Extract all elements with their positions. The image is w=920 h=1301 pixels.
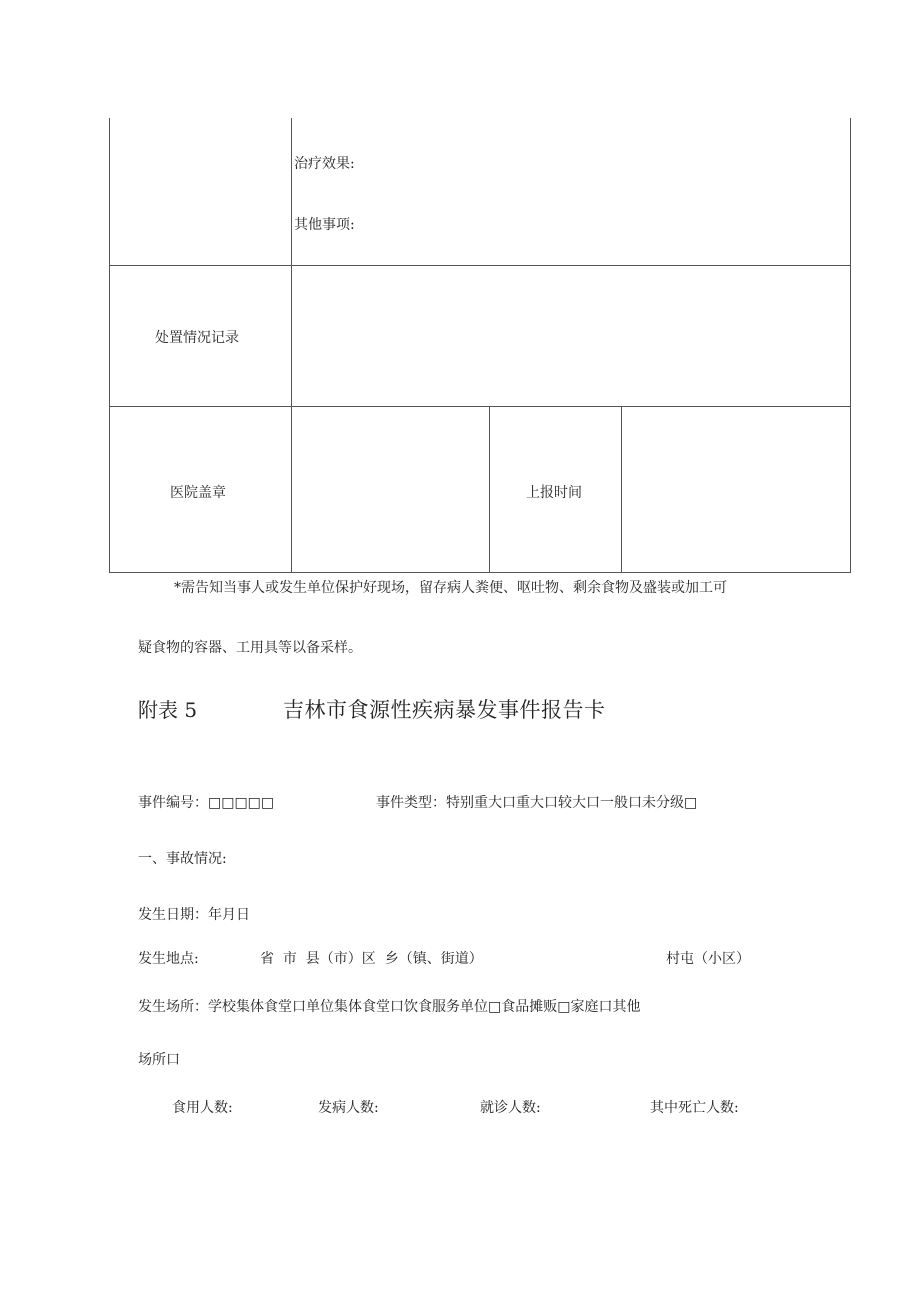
occurrence-place-levels: 省 市 县（市）区 乡（镇、街道） xyxy=(260,951,483,967)
sick-count-label: 发病人数: xyxy=(318,1100,379,1116)
event-number-field: 事件编号：□□□□□ xyxy=(138,795,275,811)
disposal-record-label: 处置情况记录 xyxy=(155,330,239,346)
occurrence-site-line-2: 场所口 xyxy=(138,1052,180,1068)
table-right-border xyxy=(850,118,851,573)
occurrence-site-line-1: 发生场所：学校集体食堂口单位集体食堂口饮食服务单位□食品摊贩□家庭口其他 xyxy=(138,999,641,1015)
table-divider-col3 xyxy=(621,406,622,573)
report-time-label: 上报时间 xyxy=(526,485,582,501)
event-type-field: 事件类型：特别重大口重大口较大口一般口未分级□ xyxy=(376,795,698,811)
occurrence-date-field: 发生日期：年月日 xyxy=(138,907,250,923)
other-matters-label: 其他事项: xyxy=(294,217,355,233)
table-row-divider-1 xyxy=(109,265,851,266)
visits-count-label: 就诊人数: xyxy=(480,1100,541,1116)
table-bottom-border xyxy=(109,572,851,573)
appendix-number: 附表 5 xyxy=(138,698,198,722)
table-left-border xyxy=(109,118,110,573)
section-one-heading: 一、事故情况: xyxy=(138,851,227,867)
table-divider-col2 xyxy=(489,406,490,573)
occurrence-place-label: 发生地点: xyxy=(138,951,199,967)
eaters-count-label: 食用人数: xyxy=(172,1100,233,1116)
treatment-effect-label: 治疗效果: xyxy=(294,156,355,172)
table-row-divider-2 xyxy=(109,406,851,407)
footnote-line-2: 疑食物的容器、工用具等以备采样。 xyxy=(138,640,362,656)
hospital-seal-label: 医院盖章 xyxy=(170,485,226,501)
footnote-line-1: *需告知当事人或发生单位保护好现场，留存病人粪便、呕吐物、剩余食物及盛装或加工可 xyxy=(174,580,727,596)
page-title: 吉林市食源性疾病暴发事件报告卡 xyxy=(283,698,606,722)
occurrence-place-village: 村屯（小区） xyxy=(666,951,750,967)
deaths-count-label: 其中死亡人数: xyxy=(650,1100,739,1116)
table-divider-col1 xyxy=(291,118,292,573)
